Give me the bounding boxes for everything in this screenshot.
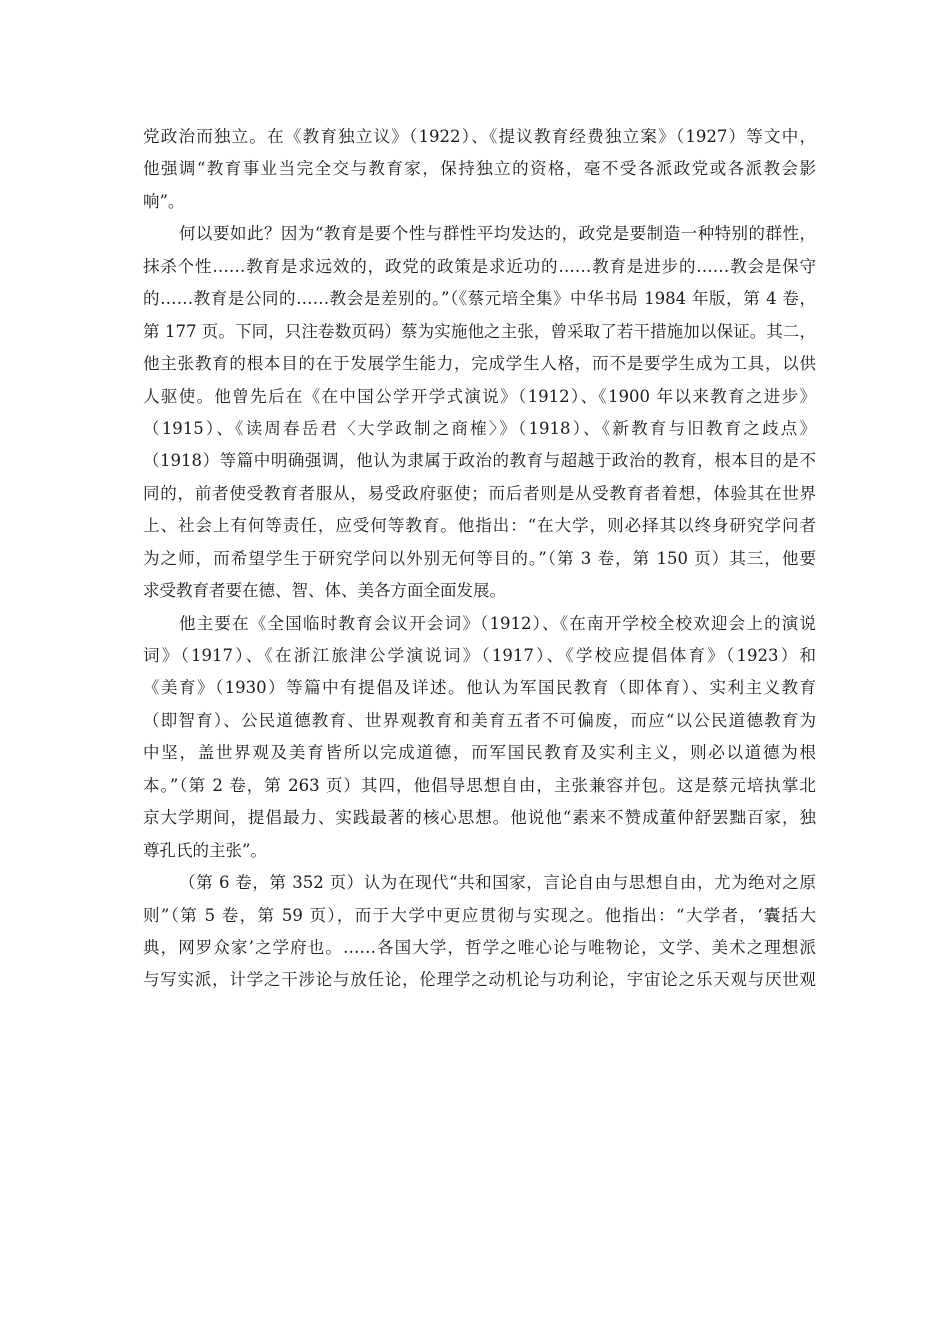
text-line: 党政治而独立。在《教育独立议》（1922）、《提议教育经费独立案》（1927）等文中， [143,127,816,146]
text-line: 词》（1917）、《在浙江旅津公学演说词》（1917）、《学校应提倡体育》（1923）和 [143,646,816,665]
text-line: 与写实派，计学之干涉论与放任论，伦理学之动机论与功利论，宇宙论之乐天观与厌世观 [143,970,816,990]
text-line: 同的，前者使受教育者服从，易受政府驱使；而后者则是从受教育者着想，体验其在世界 [143,483,816,503]
text-line: 《美育》（1930）等篇中有提倡及详述。他认为军国民教育（即体育）、实利主义教育 [143,678,816,698]
text-line: （1915）、《读周春岳君〈大学政制之商榷〉》（1918）、《新教育与旧教育之歧点》 [143,418,816,438]
text-line: 求受教育者要在德、智、体、美各方面全面发展。 [143,581,506,601]
text-line: 本。”（第 2 卷，第 263 页）其四，他倡导思想自由，主张兼容并包。这是蔡元培执掌北 [143,775,816,795]
text-line: 为之师，而希望学生于研究学问以外别无何等目的。”（第 3 卷，第 150 页）其三，他要 [143,548,816,568]
text-line: 则”（第 5 卷，第 59 页），而于大学中更应贯彻与实现之。他指出：“大学者，‘囊括大 [143,905,816,925]
text-line: （即智育）、公民道德教育、世界观教育和美育五者不可偏废，而应“以公民道德教育为 [143,710,816,730]
text-line: 抹杀个性……教育是求远效的，政党的政策是求近功的……教育是进步的……教会是保守 [143,256,816,276]
text-line: 他强调“教育事业当完全交与教育家，保持独立的资格，毫不受各派政党或各派教会影 [143,159,816,179]
text-line: 何以要如此？因为“教育是要个性与群性平均发达的，政党是要制造一种特别的群性， [179,224,816,244]
text-line: 典，网罗众家’之学府也。……各国大学，哲学之唯心论与唯物论，文学、美术之理想派 [143,937,816,957]
text-line: 京大学期间，提倡最力、实践最著的核心思想。他说他“素来不赞成董仲舒罢黜百家，独 [143,808,816,828]
text-line: （1918）等篇中明确强调，他认为隶属于政治的教育与超越于政治的教育，根本目的是不 [143,451,816,471]
text-line: 的……教育是公同的……教会是差别的。”（《蔡元培全集》中华书局 1984 年版，第 4 卷， [143,289,816,309]
text-line: 人驱使。他曾先后在《在中国公学开学式演说》（1912）、《1900 年以来教育之进步》 [143,386,816,406]
body-text [143,121,816,997]
text-line: 上、社会上有何等责任，应受何等教育。他指出：“在大学，则必择其以终身研究学问者 [143,516,816,536]
text-line: 他主要在《全国临时教育会议开会词》（1912）、《在南开学校全校欢迎会上的演说 [179,613,816,633]
text-line: 中坚，盖世界观及美育皆所以完成道德，而军国民教育及实利主义，则必以道德为根 [143,743,816,763]
text-line: 第 177 页。下同，只注卷数页码）蔡为实施他之主张，曾采取了若干措施加以保证。其二， [143,321,816,341]
text-line: 他主张教育的根本目的在于发展学生能力，完成学生人格，而不是要学生成为工具，以供 [143,354,816,374]
text-line: 尊孔氏的主张”。 [143,840,267,860]
text-line: （第 6 卷，第 352 页）认为在现代“共和国家，言论自由与思想自由，尤为绝对之原 [179,873,816,893]
text-line: 响”。 [143,191,185,211]
